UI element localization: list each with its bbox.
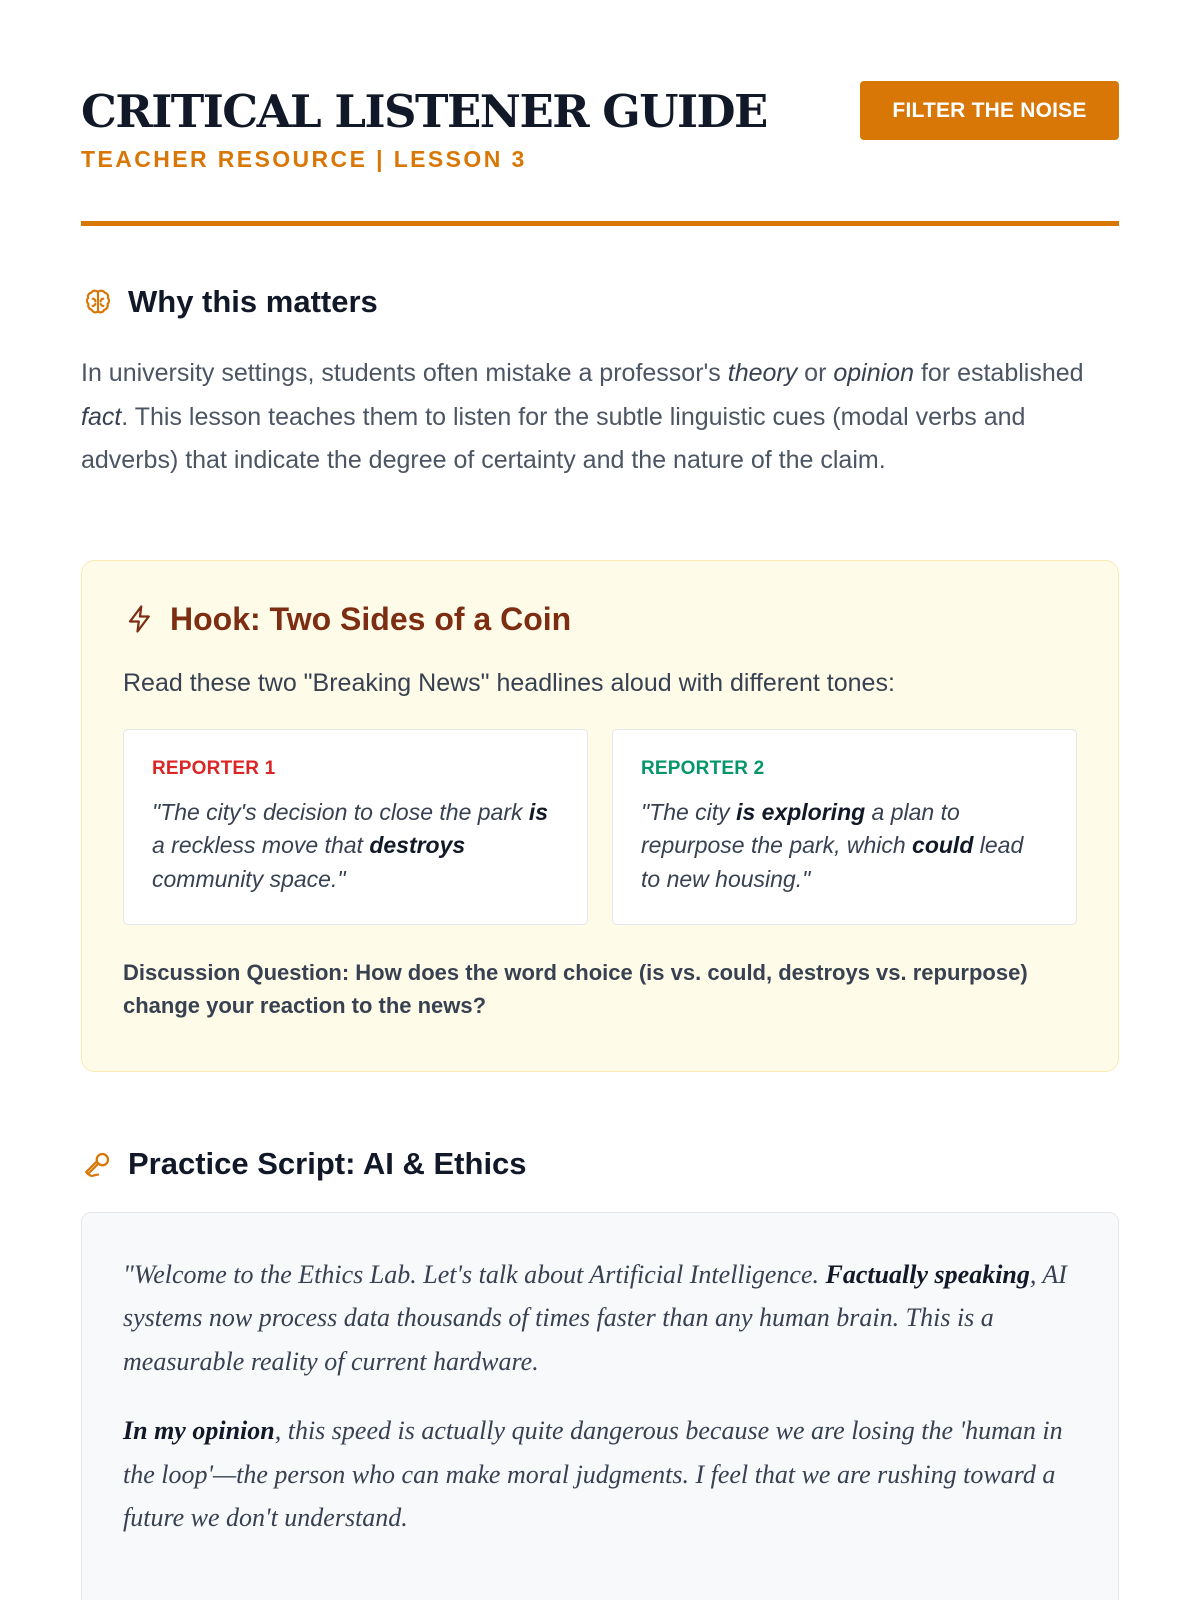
text-run: a reckless move that [152,832,370,858]
why-heading: Why this matters [128,284,378,319]
hook-heading: Hook: Two Sides of a Coin [170,600,572,637]
hook-heading-row [123,601,1077,638]
microphone-icon [81,1147,115,1181]
bold-could: could [912,832,974,858]
text-run: lead to new housing." [641,832,1024,892]
lightning-icon [123,602,157,636]
brain-icon [81,285,115,319]
reporter-2-card [612,729,1077,925]
why-section [81,284,1119,483]
filter-the-noise-button[interactable]: FILTER THE NOISE [860,81,1119,140]
why-paragraph [81,352,1119,483]
text-run: "The city's decision to close the park [152,798,529,825]
reporter-1-card [123,729,588,925]
practice-section [81,1146,1119,1600]
bold-is: is [528,798,549,825]
script-paragraph-2 [123,1409,1077,1540]
text-run: "Welcome to the Ethics Lab. Let's talk about Artificial Intelligence. [123,1259,826,1289]
bold-is-exploring: is exploring [736,798,866,825]
text-run: "The city [641,798,737,825]
page-subtitle: TEACHER RESOURCE | LESSON 3 [81,146,527,172]
emphasis-fact: fact [81,402,122,431]
bold-factually-speaking: Factually speaking [825,1259,1030,1289]
practice-heading-row [81,1146,1119,1182]
text-run: community space." [152,865,346,892]
reporter-1-quote [152,796,559,897]
why-heading-row [81,284,1119,320]
text-run: , AI systems now process data thousands of times faster than any human brain. This is a measurable reality of current hardware. [123,1259,1067,1376]
reporter-2-quote [641,796,1048,897]
discussion-question: Discussion Question: How does the word choice (is vs. could, destroys vs. repurpose) change your reaction to the news? [123,959,1028,1018]
practice-heading: Practice Script: AI & Ethics [128,1145,527,1181]
text-run: a plan to repurpose the park, which [641,798,960,858]
hook-callout [81,560,1119,1072]
reporter-1-label: REPORTER 1 [152,757,276,779]
bold-destroys: destroys [369,832,466,858]
emphasis-opinion: opinion [833,359,914,387]
text-run: for established [914,359,1084,387]
script-paragraph-1 [123,1253,1077,1384]
page-title: CRITICAL LISTENER GUIDE [81,85,767,138]
reporter-cards [123,729,1077,925]
reporter-2-label: REPORTER 2 [641,757,765,779]
emphasis-theory: theory [727,359,798,387]
bold-in-my-opinion: In my opinion [123,1416,275,1445]
text-run: . This lesson teaches them to listen for the subtle linguistic cues (modal verbs and adverbs) that indicate the degree of certainty and the nature of the claim. [81,402,1026,474]
text-run: or [797,359,834,387]
practice-script-box [81,1212,1119,1600]
text-run: In university settings, students often mistake a professor's [81,359,728,387]
text-run: , this speed is actually quite dangerous because we are losing the 'human in the loop'—the person who can make moral judgments. I feel that we are rushing toward a future we don't understand. [123,1416,1063,1532]
page-header [81,0,1119,226]
hook-intro: Read these two "Breaking News" headlines aloud with different tones: [123,668,895,697]
